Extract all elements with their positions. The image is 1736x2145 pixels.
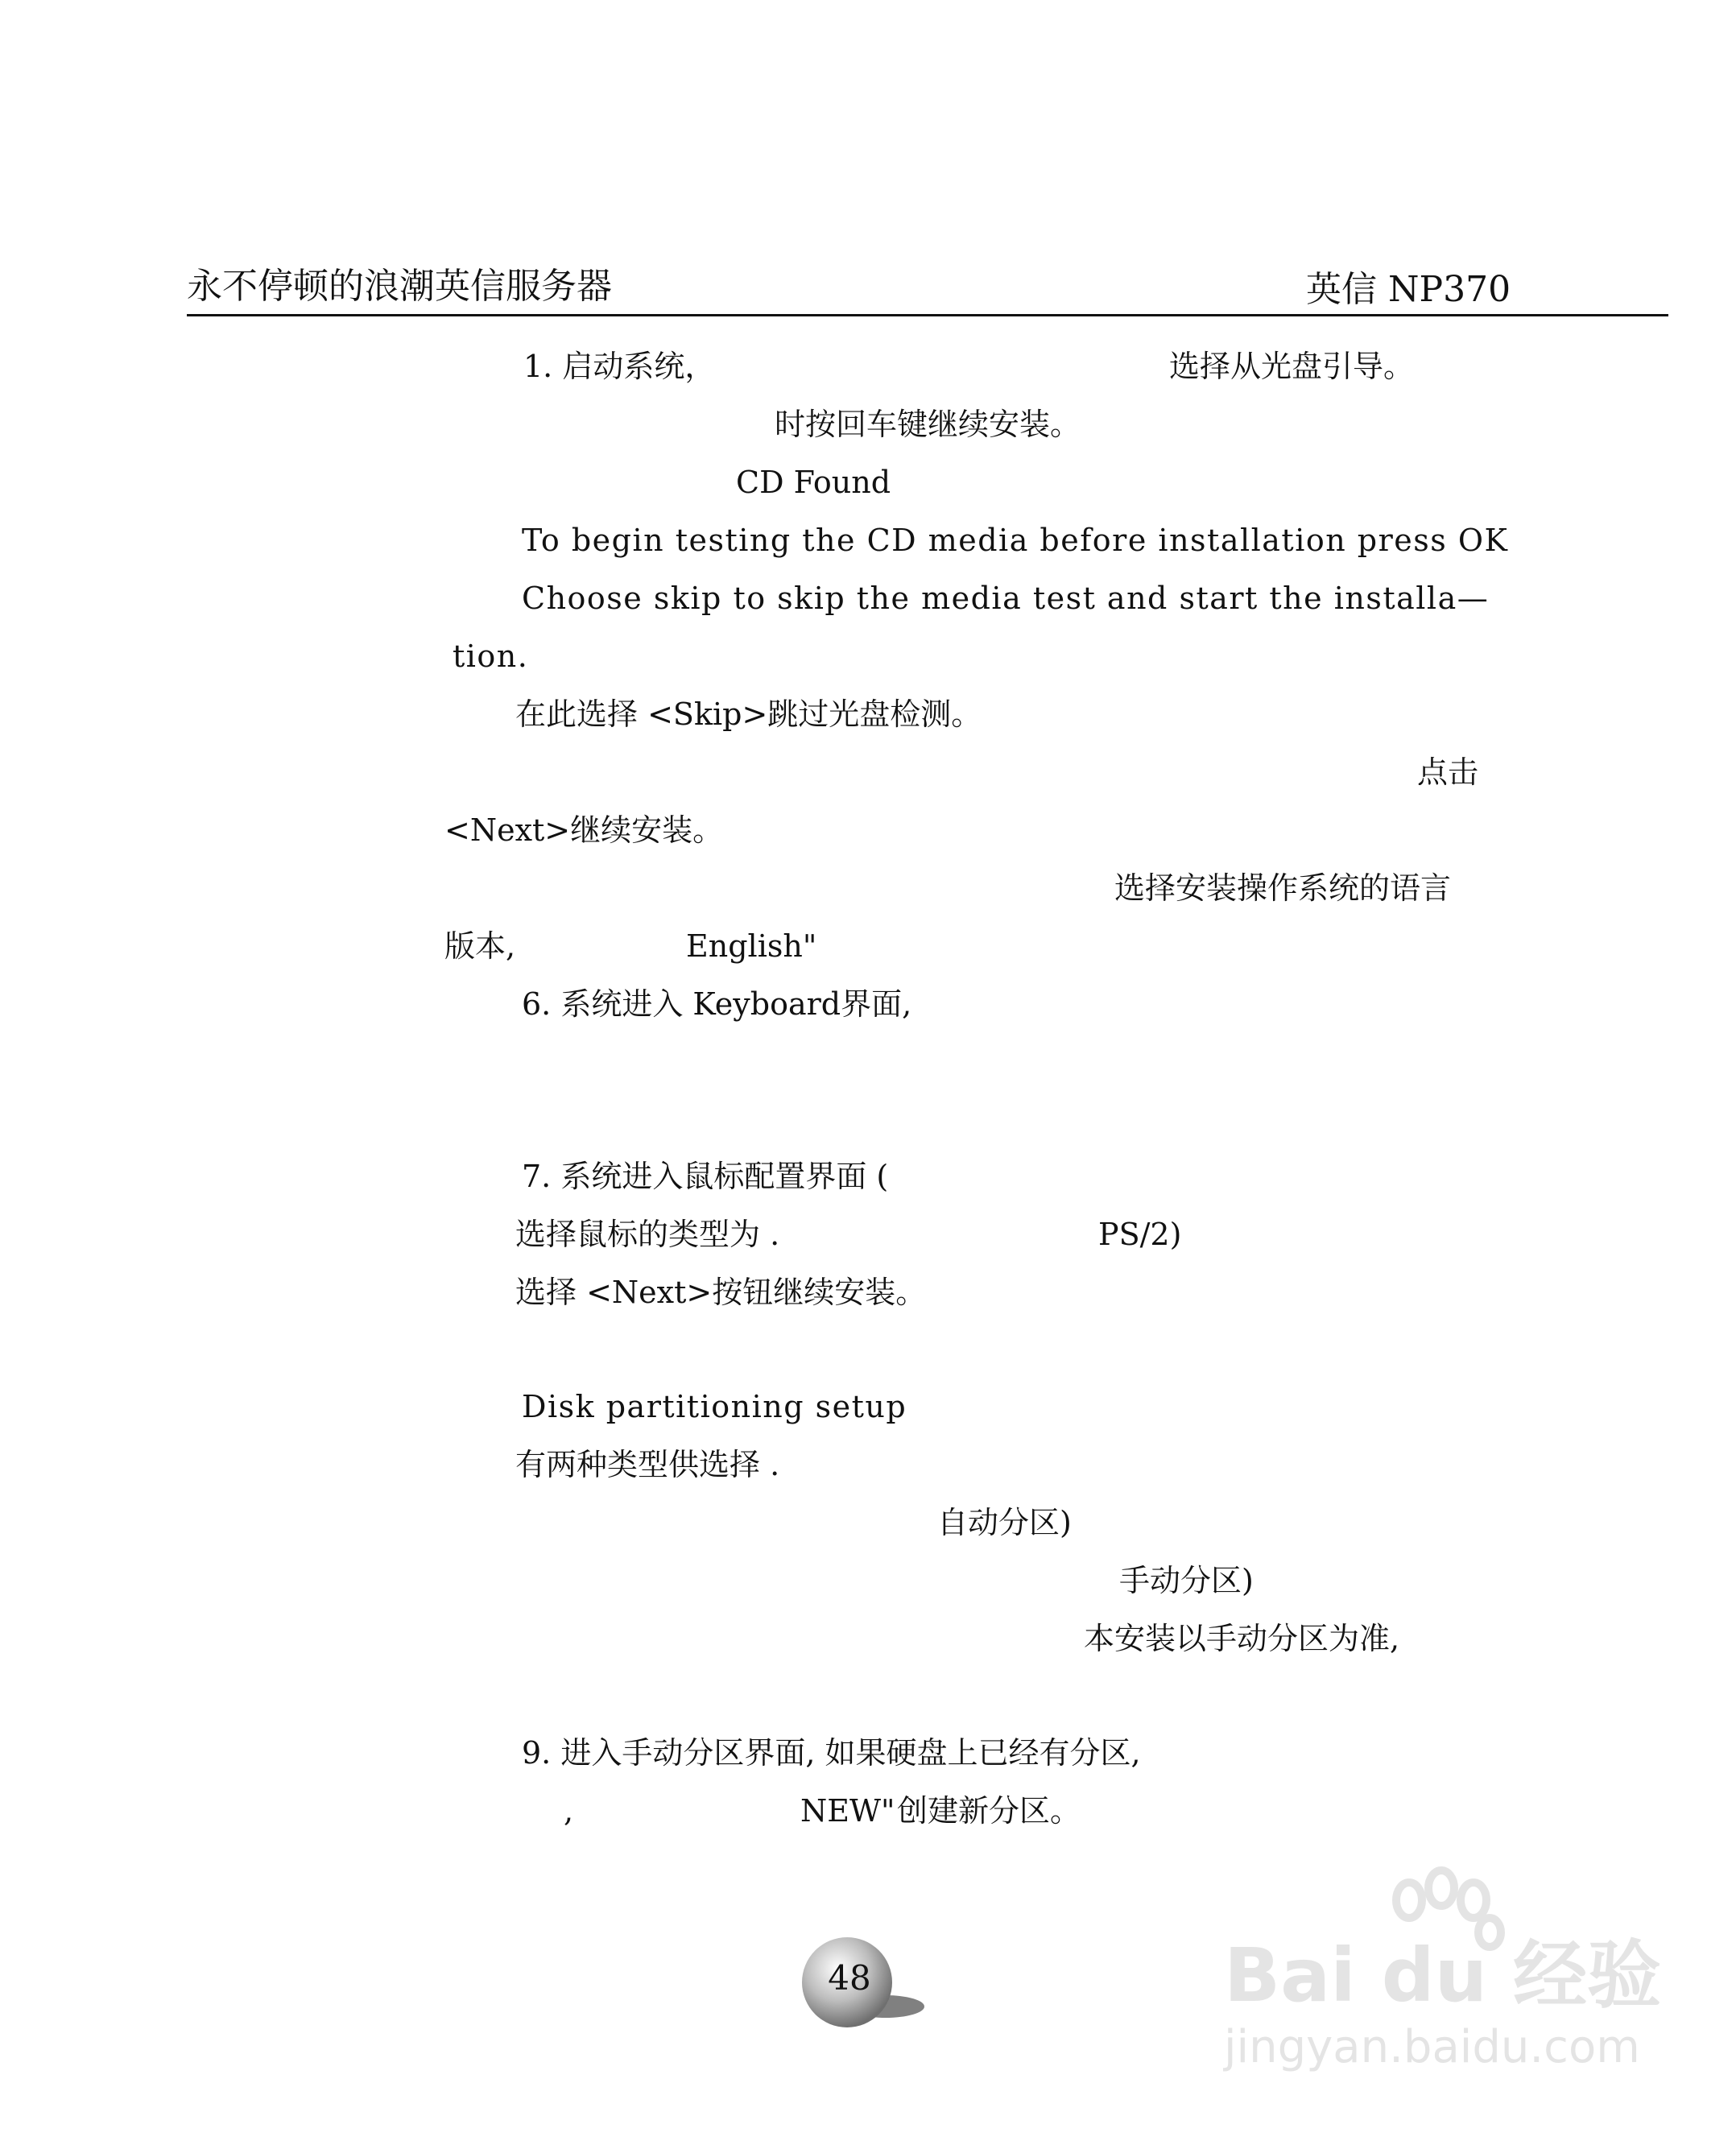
step-1-enter-text: 时按回车键继续安装。 — [775, 407, 1081, 442]
manual-standard-text: 本安装以手动分区为准, — [1084, 1621, 1400, 1656]
header-left-title: 永不停顿的浪潮英信服务器 — [187, 266, 612, 307]
step-1-boot-text: 选择从光盘引导。 — [1169, 349, 1415, 384]
step-1-text: 1. 启动系统， — [523, 349, 716, 384]
comma-text: , — [564, 1793, 574, 1829]
partition-types-text: 有两种类型供选择 . — [515, 1447, 780, 1482]
disk-setup-text: Disk partitioning setup — [522, 1389, 907, 1424]
new-text: NEW" — [800, 1793, 895, 1829]
baidu-watermark — [1208, 1852, 1662, 2093]
step-9-text: 9. 进入手动分区界面, 如果硬盘上已经有分区, — [522, 1735, 1141, 1771]
ps2-text: PS/2) — [1098, 1217, 1182, 1252]
baidu-brand-text: Bai du 经验 — [1224, 1932, 1662, 2019]
auto-partition-text: 自动分区) — [937, 1505, 1072, 1540]
create-partition-text: 创建新分区。 — [897, 1793, 1081, 1829]
next-continue-text: <Next>继续安装。 — [444, 812, 724, 848]
english-text: English" — [686, 928, 817, 964]
language-text: 选择安装操作系统的语言 — [1114, 870, 1452, 906]
page-number: 48 — [828, 1958, 871, 1998]
mouse-type-text: 选择鼠标的类型为 . — [515, 1217, 780, 1252]
step-6-text: 6. 系统进入 Keyboard界面, — [522, 986, 912, 1022]
media-test-line-3: tion. — [453, 639, 529, 674]
skip-text: 在此选择 <Skip>跳过光盘检测。 — [515, 696, 982, 732]
header-rule — [187, 314, 1668, 316]
next-button-text: 选择 <Next>按钮继续安装。 — [515, 1275, 927, 1310]
version-text: 版本, — [444, 928, 516, 964]
baidu-url-text: jingyan.baidu.com — [1224, 2021, 1640, 2073]
click-text: 点击 — [1417, 754, 1479, 790]
media-test-line-1: To begin testing the CD media before installation press OK — [522, 523, 1509, 558]
cd-found-text: CD Found — [736, 465, 891, 500]
manual-partition-text: 手动分区) — [1119, 1563, 1254, 1598]
step-7-text: 7. 系统进入鼠标配置界面 ( — [522, 1159, 889, 1194]
header-right-title: 英信 NP370 — [1306, 269, 1511, 310]
media-test-line-2: Choose skip to skip the media test and start the installa— — [522, 581, 1490, 616]
